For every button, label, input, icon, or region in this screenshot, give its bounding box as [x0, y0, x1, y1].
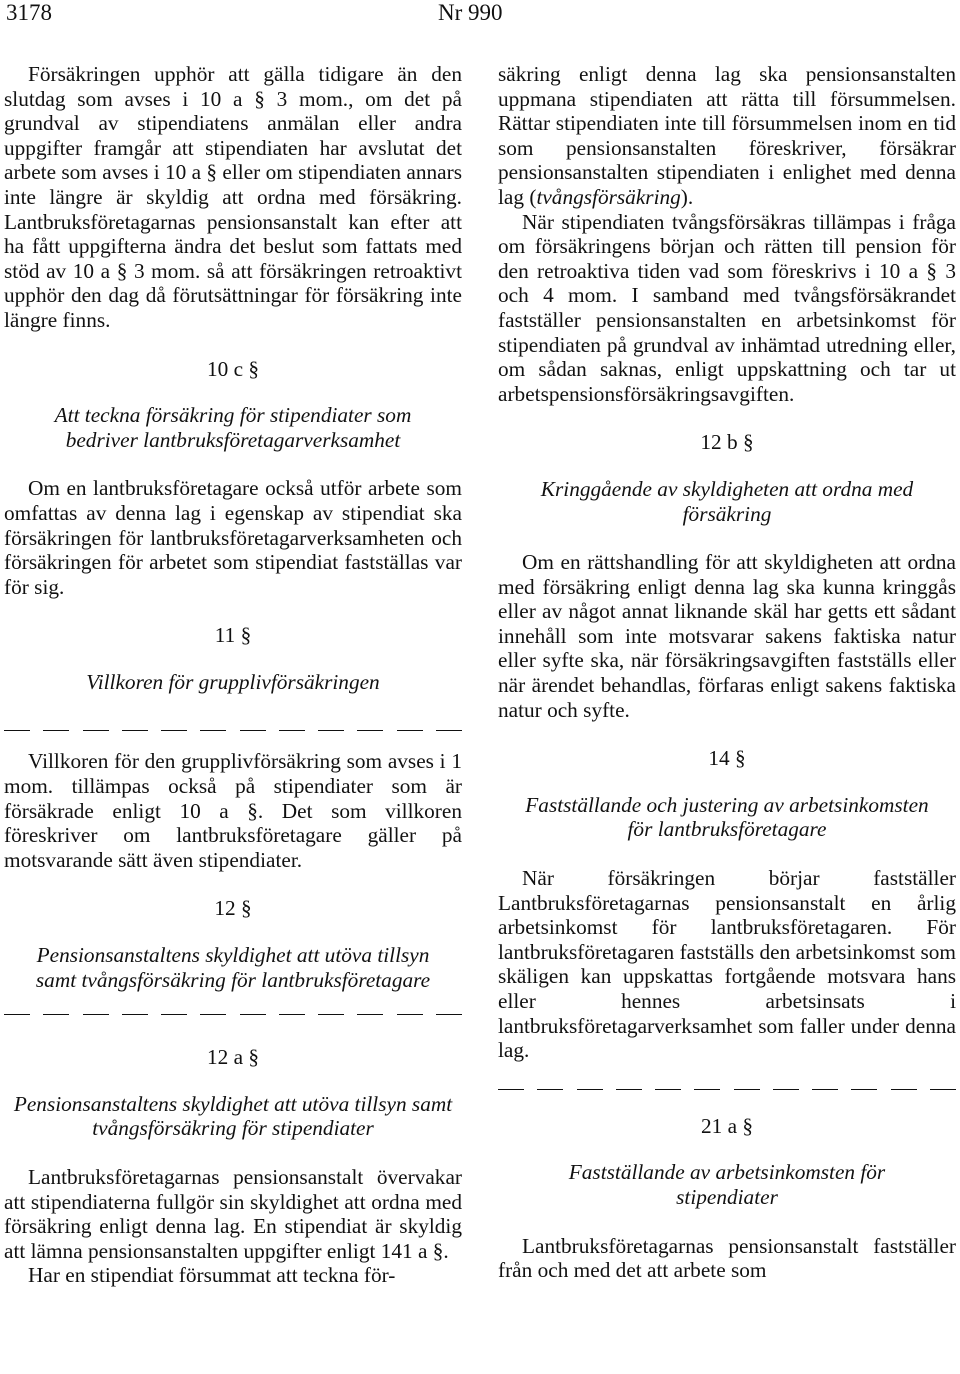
section-12a-paragraph-1: Lantbruksföretagarnas pensionsanstalt övervakar att stipendiaterna fullgör sin skyldighet att ordna med försäkring enligt denna lag. En stipendiat är skyldig att lämna pensionsanstalten uppgifter enligt 141 a §. [4, 1165, 462, 1263]
paragraph-insurance-end: Försäkringen upphör att gälla tidigare än den slutdag som avses i 10 a § 3 mom., om det på grundval av stipendiatens anmälan eller andra uppgifter framgår att stipendiaten har avslutat det arbete som avses i 10 a § eller om stipendiaten annars inte längre är skyldig att ordna med försäkring. Lantbruksföretagarnas pensionsanstalt kan efter att ha fått uppgifterna ändra det beslut som fattats med stöd av 10 a § 3 mom. så att försäkringen retroaktivt upphör den dag då förutsättningar för försäkring inte längre finns. [4, 62, 462, 332]
section-14-number: 14 § [708, 746, 746, 771]
section-12a-paragraph-2: Har en stipendiat försummat att teckna för- [28, 1263, 396, 1288]
section-12-number: 12 § [214, 896, 252, 921]
section-10c-number: 10 c § [206, 356, 260, 381]
section-14-title: Fastställande och justering av arbetsinkomsten för lantbruksföretagare [525, 792, 929, 842]
section-12b-title: Kringgående av skyldigheten att ordna med försäkring [540, 476, 914, 526]
term-tvangsforsakring: tvångsförsäkring [536, 184, 681, 209]
paragraph-forced-insurance: säkring enligt denna lag ska pensionsanstalten uppmana stipendiaten att rätta till försummelsen. Rättar stipendiaten inte till försummelsen inom en tid som pensionsanstalten föreskriver, försäkrar pensionsanstalten stipendiaten i enlighet med denna lag (tvångsförsäkring). [498, 62, 956, 209]
section-12b-number: 12 b § [700, 430, 754, 455]
page-header [0, 0, 960, 30]
section-12b-text: Om en rättshandling för att skyldigheten att ordna med försäkring enligt denna lag ska kunna kringgås eller av något annat liknande skäl har getts ett sådant innehåll som inte motsvarar sakens faktiska natur eller syfte ska, när försäkringsavgiften fastställs eller när ärendet behandlas, förfaras enligt sakens faktiska natur och syfte. [498, 550, 956, 722]
section-21a-number: 21 a § [700, 1113, 754, 1138]
paragraph-forced-insurance-rules: När stipendiaten tvångsförsäkras tillämpas i fråga om försäkringens början och rätten till pension för den retroaktiva tiden vad som föreskrivs i 10 a § 3 och 4 mom. I samband med tvångsförsäkrandet fastställer pensionsanstalten en arbetsinkomst för stipendiaten på grundval av inhämtad utredning eller, om sådan saknas, enligt uppskattning och tar ut arbetspensionsförsäkringsavgiften. [498, 209, 956, 406]
left-column [4, 62, 462, 1288]
page-number: 3178 [6, 0, 52, 25]
omission-dashes [4, 718, 462, 731]
section-11-title: Villkoren för grupplivförsäkringen [86, 669, 380, 694]
section-10c-title: Att teckna försäkring för stipendiater som bedriver lantbruksföretagarverksamhet [54, 403, 412, 452]
section-12a-number: 12 a § [206, 1045, 260, 1070]
section-10c-text: Om en lantbruksföretagare också utför arbete som omfattas av denna lag i egenskap av stipendiat ska försäkringen för lantbruksföretagarverksamheten och försäkringen för arbetet som stipendiat fastställas var för sig. [4, 476, 462, 599]
omission-dashes [4, 1002, 462, 1015]
section-12-title: Pensionsanstaltens skyldighet att utöva tillsyn samt tvångsförsäkring för lantbruksföretagare [35, 943, 431, 992]
section-12a-title: Pensionsanstaltens skyldighet att utöva tillsyn samt tvångsförsäkring för stipendiater [13, 1091, 453, 1141]
section-11-number: 11 § [214, 623, 252, 648]
section-14-text: När försäkringen börjar fastställer Lantbruksföretagarnas pensionsanstalt en årlig arbetsinkomst för lantbruksföretagaren. För lantbruksföretagaren fastställs den arbetsinkomst som skäligen kan uppskattas fortgående motsvara hans eller hennes arbetsinsats i lantbruksföretagarverksamhet som faller under denna lag. [498, 866, 956, 1063]
section-21a-title: Fastställande av arbetsinkomsten för stipendiater [568, 1160, 886, 1209]
document-number: Nr 990 [438, 0, 503, 25]
section-11-text: Villkoren för den grupplivförsäkring som avses i 1 mom. tillämpas också på stipendiater som är försäkrade enligt 10 a §. Det som villkoren föreskriver om lantbruksföretagare gäller på motsvarande sätt även stipendiater. [4, 749, 462, 872]
omission-dashes [498, 1077, 956, 1090]
right-column [498, 62, 956, 1283]
section-21a-text: Lantbruksföretagarnas pensionsanstalt fastställer från och med det att arbete som [498, 1233, 956, 1283]
